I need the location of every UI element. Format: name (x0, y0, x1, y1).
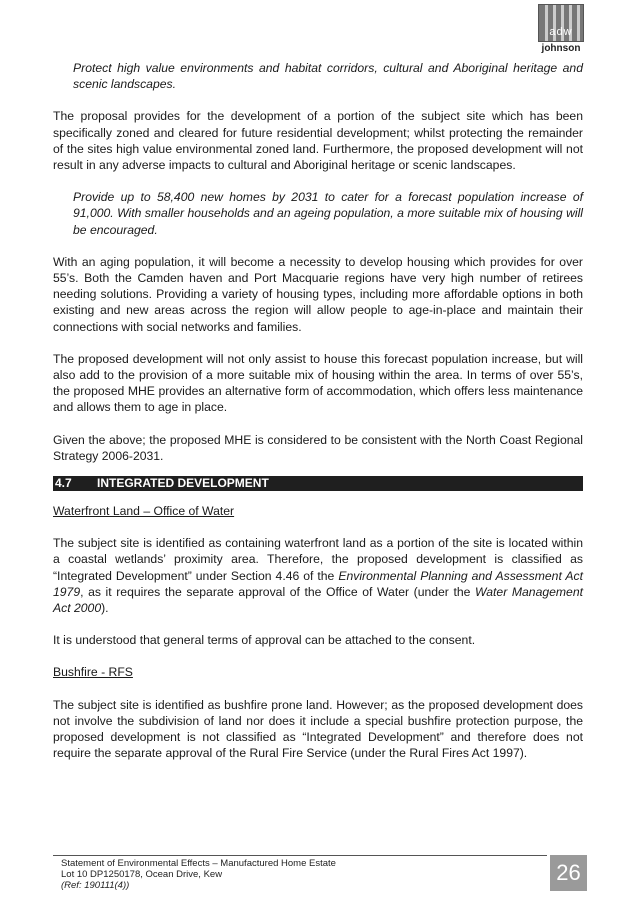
footer-document-title: Statement of Environmental Effects – Manufactured Home Estate (61, 858, 336, 869)
logo-mark-text: adw (549, 26, 573, 38)
company-logo (538, 4, 584, 56)
logo-mark (538, 4, 584, 42)
ep-act-title: Environmental Planning and Assessment Act 1979 (53, 568, 583, 599)
quote-homes: Provide up to 58,400 new homes by 2031 to cater for a forecast population increase of 91,000. With smaller households and an ageing population, a more suitable mix of housing will be encouraged. (73, 190, 583, 237)
paragraph-consistent: Given the above; the proposed MHE is considered to be consistent with the North Coast Regional Strategy 2006-2031. (53, 432, 583, 463)
footer-text (61, 858, 336, 891)
paragraph-waterfront: The subject site is identified as containing waterfront land as a portion of the site is located within a coastal wetlands’ proximity area. Therefore, the proposed development is classified as “Integrated Development” under Section 4.46 of the Environmental Planning and Assessment Act 1979, as it requires the separate approval of the Office of Water (under the Water Management Act 2000). (53, 536, 583, 616)
footer-site: Lot 10 DP1250178, Ocean Drive, Kew (61, 869, 223, 880)
section-number: 4.7 (55, 476, 72, 491)
logo-name: johnson (541, 43, 581, 54)
quote-heritage: Protect high value environments and habitat corridors, cultural and Aboriginal heritage and scenic landscapes. (73, 61, 583, 92)
paragraph-bushfire: The subject site is identified as bushfire prone land. However; as the proposed development does not involve the subdivision of land nor does it include a special bushfire protection purpose, the proposed development is not classified as “Integrated Development” and therefore does not require the separate approval of the Rural Fire Service (under the Rural Fires Act 1997). (53, 697, 583, 761)
section-heading (53, 476, 583, 491)
water-act-title: Water Management Act 2000 (53, 584, 583, 616)
paragraph-aging: With an aging population, it will become a necessity to develop housing which provides for over 55’s. Both the Camden haven and Port Macquarie regions have very high number of retirees needing solutions. Providing a variety of housing types, including more affordable options in both existing and new areas across the region will allow people to age-in-place and maintain their connections with social networks and families. (53, 254, 583, 334)
paragraph-approval: It is understood that general terms of approval can be attached to the consent. (53, 633, 476, 648)
bushfire-heading: Bushfire - RFS (53, 665, 133, 680)
paragraph-mix: The proposed development will not only assist to house this forecast population increase, but will also add to the provision of a more suitable mix of housing within the area. In terms of over 55’s, the proposed MHE provides an alternative form of accommodation, which offers less maintenance and allows them to age in place. (53, 351, 583, 415)
footer-divider (53, 855, 547, 856)
page-footer (53, 855, 588, 891)
page-content (53, 60, 583, 762)
waterfront-heading: Waterfront Land – Office of Water (53, 504, 235, 519)
footer-reference: (Ref: 190111(4)) (61, 880, 130, 891)
section-title: INTEGRATED DEVELOPMENT (97, 476, 269, 491)
paragraph-proposal: The proposal provides for the development of a portion of the subject site which has been specifically zoned and cleared for future residential development; whilst protecting the remainder of the sites high value environmental zoned land. Furthermore, the proposed development will not result in any adverse impacts to cultural and Aboriginal heritage or scenic landscapes. (53, 109, 583, 173)
page-number: 26 (550, 855, 587, 891)
